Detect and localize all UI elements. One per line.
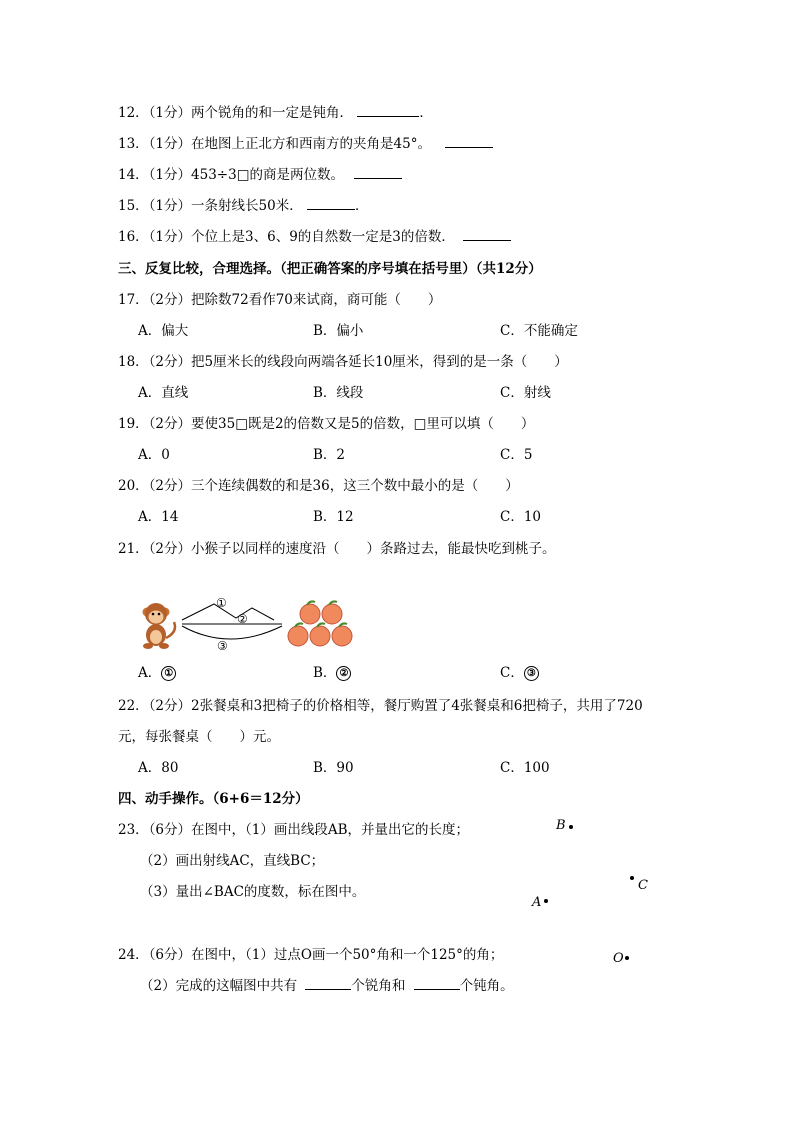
question-number: 14． [118,167,149,183]
question-22 [118,697,643,715]
option-c[interactable] [500,664,539,682]
question-text: 在图中，（1）过点O画一个50°角和一个125°的角； [191,947,504,963]
option-c[interactable]: C．10 [500,509,542,525]
question-text: 一条射线长50米． [191,198,303,214]
question-17 [118,291,441,309]
option-a[interactable]: A．直线 [138,385,189,401]
point-c-label: C [638,878,648,893]
question-text: 2张餐桌和3把椅子的价格相等，餐厅购置了4张餐桌和6把椅子，共用了720 [191,698,643,714]
option-a[interactable]: A．80 [138,760,179,776]
option-b[interactable]: B．偏小 [313,323,364,339]
circled-number: ① [161,666,176,681]
answer-blank[interactable] [445,135,493,148]
question-score: （6分） [148,947,192,963]
question-text: （2）完成的这幅图中共有 [140,978,298,994]
acute-count-blank[interactable] [305,977,351,990]
path-3-line [182,626,282,639]
option-a[interactable]: A．0 [138,447,170,463]
question-number: 18． [118,354,149,370]
question-text: 把除数72看作70来试商，商可能（ ） [191,292,442,308]
option-c[interactable]: C．100 [500,760,550,776]
path-1-line [182,604,274,620]
question-21 [118,540,556,558]
option-prefix: B． [313,665,337,681]
point-b-dot[interactable] [569,825,573,829]
question-number: 24． [118,947,149,963]
path-label-1: ① [216,596,227,610]
point-o-dot[interactable] [625,956,629,960]
question-number: 15． [118,198,149,214]
question-20 [118,477,519,495]
question-score: （2分） [148,478,192,494]
question-score: （2分） [148,416,192,432]
question-number: 12． [118,105,149,121]
question-score: （1分） [148,136,192,152]
question-23 [118,821,469,839]
question-number: 13． [118,136,149,152]
question-24 [118,946,503,964]
question-22-line2: 元，每张餐桌（ ）元。 [118,729,280,745]
question-23-part2: （2）画出射线AC，直线BC； [140,853,325,869]
path-label-2: ② [237,612,248,626]
point-a-dot[interactable] [544,899,548,903]
option-b[interactable]: B．2 [313,447,346,463]
question-text: 453÷3□的商是两位数。 [191,167,344,183]
option-b[interactable]: B．线段 [313,385,364,401]
question-number: 20． [118,478,149,494]
option-c[interactable]: C．5 [500,447,533,463]
end-mark: ． [355,198,369,214]
option-b[interactable]: B．90 [313,760,354,776]
question-score: （2分） [148,354,192,370]
question-15 [118,197,369,215]
question-18 [118,353,568,371]
question-number: 21． [118,541,149,557]
circled-number: ③ [524,666,539,681]
question-19 [118,415,534,433]
question-12 [118,104,433,122]
option-prefix: A． [138,665,162,681]
option-b[interactable] [313,664,351,682]
point-a-label: A [532,895,542,910]
question-score: （2分） [148,541,192,557]
point-c-dot[interactable] [630,876,634,880]
end-mark: ． [419,105,433,121]
path-label-3: ③ [217,639,228,653]
question-score: （1分） [148,229,192,245]
question-text: 把5厘米长的线段向两端各延长10厘米，得到的是一条（ ） [191,354,568,370]
section-3-title: 三、反复比较，合理选择。（把正确答案的序号填在括号里）（共12分） [118,261,542,277]
option-prefix: C． [500,665,524,681]
question-16 [118,228,511,246]
question-number: 16． [118,229,149,245]
question-score: （1分） [148,167,192,183]
question-23-part3: （3）量出∠BAC的度数，标在图中。 [140,884,366,900]
question-24-part2 [140,977,514,995]
answer-blank[interactable] [357,104,419,117]
question-text: 在地图上正北方和西南方的夹角是45°。 [191,136,431,152]
question-13 [118,135,493,153]
answer-blank[interactable] [307,197,355,210]
point-o-label: O [613,951,624,966]
paths [182,604,282,639]
obtuse-count-blank[interactable] [414,977,460,990]
question-text: 小猴子以同样的速度沿（ ）条路过去，能最快吃到桃子。 [191,541,556,557]
question-text: 两个锐角的和一定是钝角． [191,105,354,121]
question-text: 要使35□既是2的倍数又是5的倍数，□里可以填（ ） [191,416,535,432]
answer-blank[interactable] [354,166,402,179]
question-score: （1分） [148,198,192,214]
question-text: 个锐角和 [351,978,406,994]
option-a[interactable]: A．14 [138,509,179,525]
question-score: （2分） [148,698,192,714]
point-b-label: B [556,818,566,833]
question-text: 个钝角。 [459,978,514,994]
option-c[interactable]: C．射线 [500,385,551,401]
option-a[interactable]: A．偏大 [138,323,189,339]
option-b[interactable]: B．12 [313,509,354,525]
question-number: 22． [118,698,149,714]
question-number: 19． [118,416,149,432]
question-text: 三个连续偶数的和是36，这三个数中最小的是（ ） [191,478,519,494]
question-text: 在图中，（1）画出线段AB，并量出它的长度； [191,822,470,838]
answer-blank[interactable] [463,228,511,241]
question-number: 23． [118,822,149,838]
monkey-path-figure [134,592,366,658]
monkey-icon [143,603,176,649]
question-score: （1分） [148,105,192,121]
question-score: （6分） [148,822,192,838]
question-score: （2分） [148,292,192,308]
option-a[interactable] [138,664,176,682]
section-4-title: 四、动手操作。（6+6＝12分） [118,791,309,807]
option-c[interactable]: C．不能确定 [500,323,578,339]
question-14 [118,166,402,184]
circled-number: ② [336,666,351,681]
peaches-icon [288,601,352,646]
question-text: 个位上是3、6、9的自然数一定是3的倍数． [191,229,455,245]
question-number: 17． [118,292,149,308]
